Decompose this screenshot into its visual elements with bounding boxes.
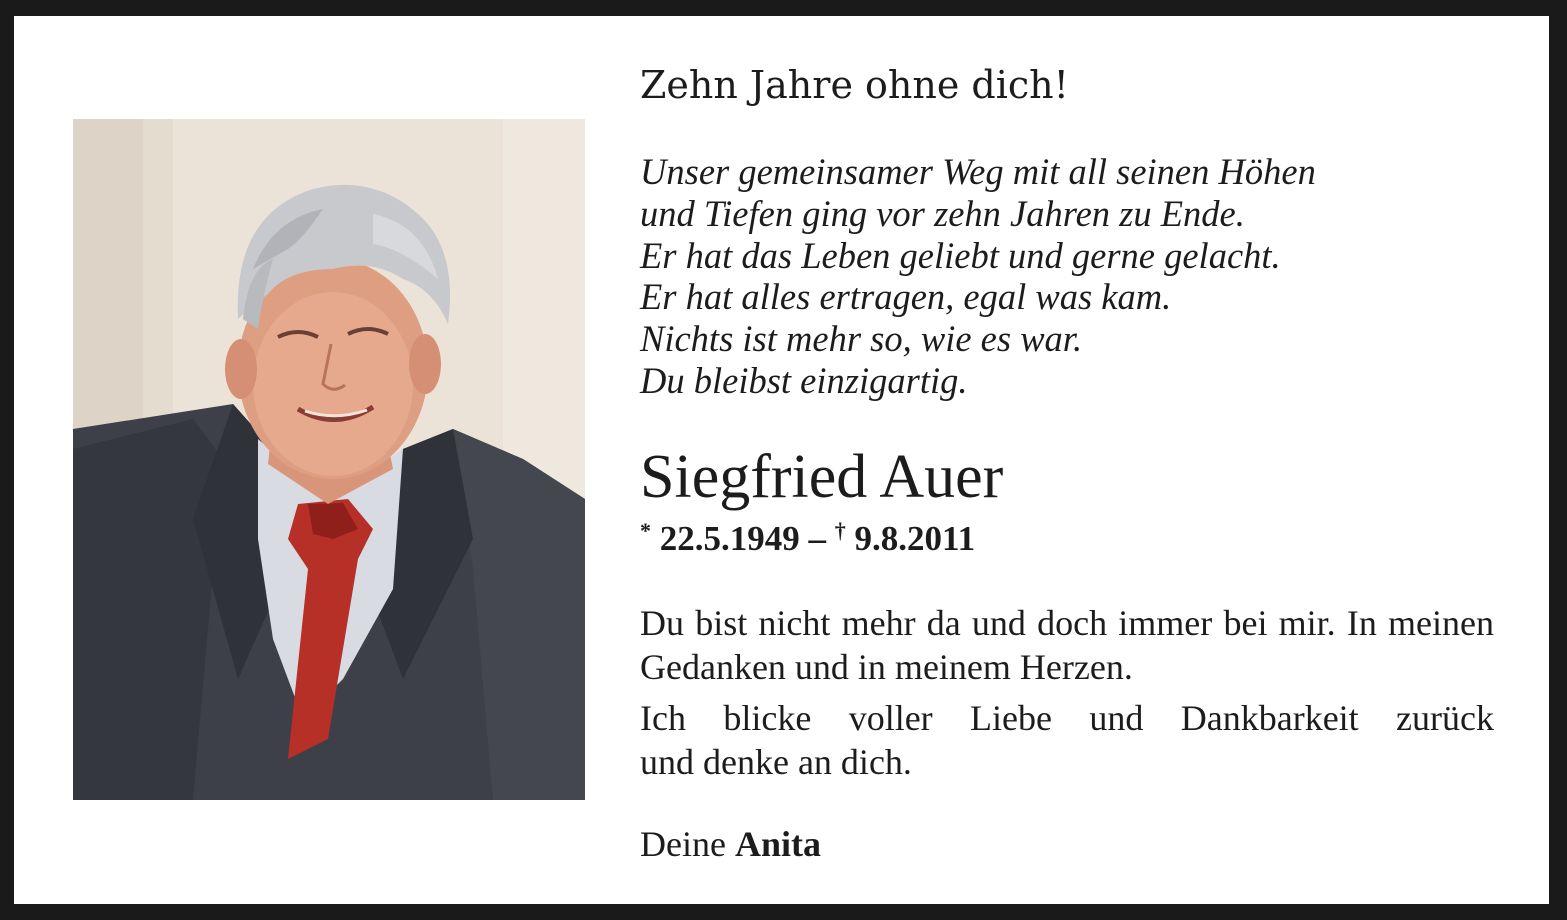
signature [640,822,821,866]
heading: Zehn Jahre ohne dich! [640,63,1069,107]
birth-date: 22.5.1949 [659,519,800,558]
date-separator: – [799,519,835,558]
paragraph-1: Du bist nicht mehr da und doch immer bei mir. In meinen Gedanken und in meinem Herzen. [640,603,1494,687]
deceased-name: Siegfried Auer [640,443,1004,511]
life-dates [640,518,975,560]
paragraph-2-line-1: Ich blicke voller Liebe und Dankbarkeit zurück [640,698,1494,738]
obituary-card [14,16,1549,904]
poem [640,151,1316,402]
death-date: 9.8.2011 [854,519,976,558]
paragraph-2-line-2: und denke an dich. [640,742,912,782]
signature-name: Anita [734,824,821,864]
birth-symbol: * [640,518,651,543]
poem-line: und Tiefen ging vor zehn Jahren zu Ende. [640,192,1245,234]
poem-line: Unser gemeinsamer Weg mit all seinen Höhen [640,151,1316,192]
poem-line: Nichts ist mehr so, wie es war. [640,318,1083,360]
death-symbol: † [834,518,846,543]
poem-line: Er hat alles ertragen, egal was kam. [640,276,1172,318]
paragraph-2 [640,696,1494,784]
portrait-photo [73,119,585,800]
poem-line: Du bleibst einzigartig. [640,359,968,401]
signature-prefix: Deine [640,824,726,864]
poem-line: Er hat das Leben geliebt und gerne gelacht. [640,234,1281,276]
